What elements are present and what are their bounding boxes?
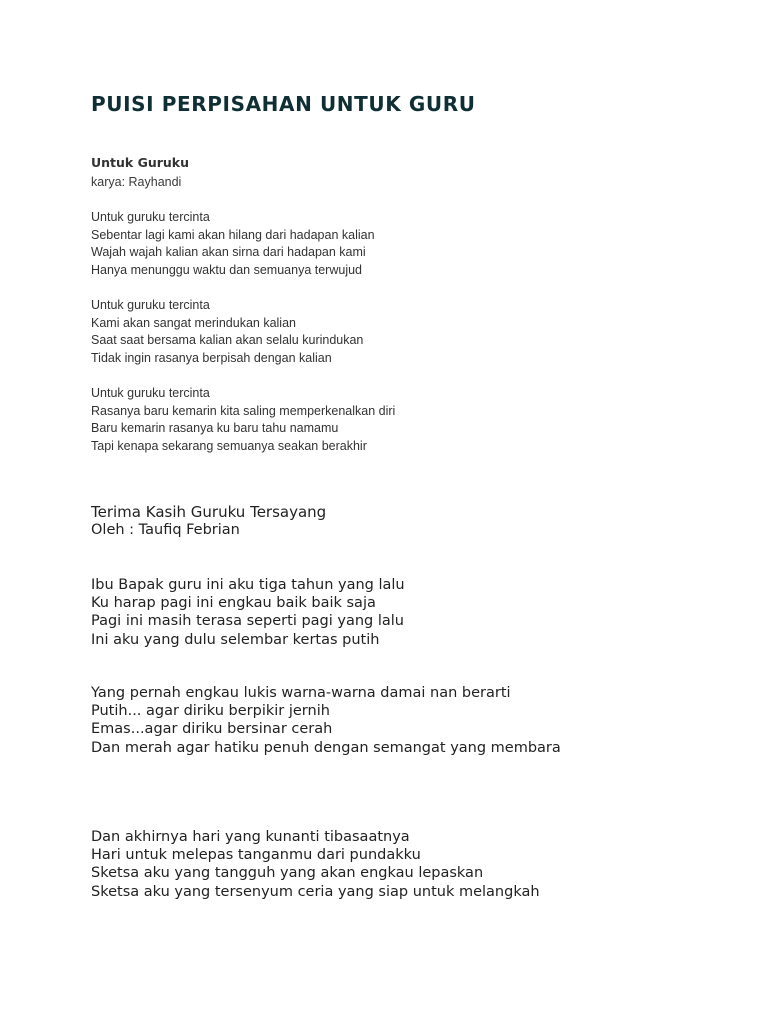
poem2-heading: Terima Kasih Guruku Tersayang	[91, 503, 327, 521]
poem-line: Sketsa aku yang tangguh yang akan engkau lepaskan	[91, 865, 484, 882]
poem2-author: Oleh : Taufiq Febrian	[91, 522, 240, 538]
poem2-stanza-3	[91, 828, 540, 901]
poem-line: Hanya menunggu waktu dan semuanya terwujud	[91, 263, 363, 278]
poem-line: Saat saat bersama kalian akan selalu kurindukan	[91, 333, 364, 348]
poem-line: Kami akan sangat merindukan kalian	[91, 315, 296, 330]
poem-line: Baru kemarin rasanya ku baru tahu namamu	[91, 421, 339, 436]
poem-line: Tidak ingin rasanya berpisah dengan kalian	[91, 351, 332, 366]
page-title: PUISI PERPISAHAN UNTUK GURU	[91, 92, 476, 116]
poem-line: Ku harap pagi ini engkau baik baik saja	[91, 595, 376, 612]
poem1-stanza-3	[91, 385, 395, 456]
poem2-stanza-2	[91, 684, 561, 757]
poem-line: Tapi kenapa sekarang semuanya seakan berakhir	[91, 439, 367, 454]
poem-line: Sketsa aku yang tersenyum ceria yang siap untuk melangkah	[91, 883, 540, 900]
poem-line: Dan merah agar hatiku penuh dengan semangat yang membara	[91, 739, 561, 756]
poem1-author: karya: Rayhandi	[91, 175, 182, 189]
poem1-stanza-1	[91, 209, 375, 280]
poem-line: Untuk guruku tercinta	[91, 298, 210, 312]
poem-line: Putih... agar diriku berpikir jernih	[91, 703, 330, 720]
poem-line: Dan akhirnya hari yang kunanti tibasaatnya	[91, 829, 410, 845]
poem-line: Yang pernah engkau lukis warna-warna damai nan berarti	[91, 685, 511, 701]
poem-line: Emas...agar diriku bersinar cerah	[91, 721, 333, 738]
poem-line: Sebentar lagi kami akan hilang dari hadapan kalian	[91, 227, 375, 242]
poem1-heading: Untuk Guruku	[91, 155, 190, 170]
poem-line: Wajah wajah kalian akan sirna dari hadapan kami	[91, 245, 366, 260]
poem1-stanza-2	[91, 297, 363, 368]
poem-line: Rasanya baru kemarin kita saling memperkenalkan diri	[91, 403, 396, 418]
poem-line: Ibu Bapak guru ini aku tiga tahun yang lalu	[91, 577, 405, 593]
poem-line: Pagi ini masih terasa seperti pagi yang lalu	[91, 613, 404, 630]
poem-line: Hari untuk melepas tanganmu dari pundakku	[91, 847, 421, 864]
poem-line: Ini aku yang dulu selembar kertas putih	[91, 631, 380, 648]
poem-line: Untuk guruku tercinta	[91, 386, 210, 400]
poem-line: Untuk guruku tercinta	[91, 210, 210, 224]
poem2-stanza-1	[91, 576, 405, 649]
